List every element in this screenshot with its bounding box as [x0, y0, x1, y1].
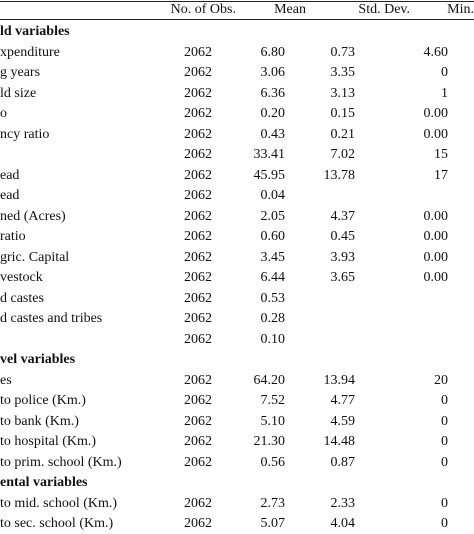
std-dev-cell: 14.48 — [323, 434, 355, 449]
section-header-row — [0, 350, 474, 370]
row-label: to prim. school (Km.) — [0, 454, 122, 470]
min-cell: 0.00 — [423, 270, 448, 285]
mean-cell: 6.36 — [260, 85, 285, 101]
row-label: ncy ratio — [0, 126, 50, 142]
mean-cell: 5.07 — [260, 516, 285, 531]
table-row — [0, 453, 474, 473]
min-cell: 17 — [434, 167, 448, 183]
min-cell: 15 — [434, 147, 448, 162]
row-label: ld size — [0, 85, 37, 101]
row-label: to sec. school (Km.) — [0, 516, 114, 531]
obs-cell: 2062 — [184, 167, 212, 183]
obs-cell: 2062 — [184, 270, 212, 285]
std-dev-cell: 4.77 — [330, 393, 355, 408]
table-row — [0, 371, 474, 391]
obs-cell: 2062 — [184, 188, 212, 203]
std-dev-cell: 4.04 — [330, 516, 355, 531]
min-cell: 0 — [441, 65, 448, 80]
obs-cell: 2062 — [184, 434, 212, 449]
table-row — [0, 145, 474, 165]
table-row — [0, 330, 474, 350]
mean-cell: 0.60 — [260, 229, 285, 244]
std-dev-cell: 0.45 — [330, 229, 355, 244]
min-cell: 0 — [441, 393, 448, 408]
table-row — [0, 391, 474, 411]
row-label: to mid. school (Km.) — [0, 495, 118, 511]
std-dev-cell: 3.65 — [330, 270, 355, 285]
mean-cell: 45.95 — [253, 167, 285, 183]
obs-cell: 2062 — [184, 208, 212, 224]
obs-cell: 2062 — [184, 65, 212, 80]
obs-cell: 2062 — [184, 454, 212, 470]
std-dev-cell: 3.93 — [330, 249, 355, 265]
mean-cell: 0.28 — [260, 311, 285, 326]
std-dev-cell: 3.35 — [330, 65, 355, 80]
mean-cell: 64.20 — [253, 372, 285, 388]
row-label: d castes and tribes — [0, 311, 103, 326]
mean-cell: 2.05 — [260, 208, 285, 224]
table-row — [0, 207, 474, 227]
mean-cell: 0.43 — [260, 126, 285, 142]
min-cell: 0 — [441, 516, 448, 531]
mean-cell: 3.45 — [260, 249, 285, 265]
obs-cell: 2062 — [184, 126, 212, 142]
obs-cell: 2062 — [184, 229, 212, 244]
table-row — [0, 84, 474, 104]
std-dev-cell: 0.21 — [330, 126, 355, 142]
header-min: Min. — [447, 2, 474, 17]
mean-cell: 0.04 — [260, 188, 285, 203]
mean-cell: 21.30 — [253, 434, 285, 449]
section-header-row — [0, 22, 474, 42]
row-label: to police (Km.) — [0, 393, 86, 408]
row-label: o — [0, 106, 7, 121]
std-dev-cell: 4.59 — [330, 413, 355, 429]
header-rule — [0, 19, 474, 20]
obs-cell: 2062 — [184, 290, 212, 306]
mean-cell: 5.10 — [260, 413, 285, 429]
min-cell: 0.00 — [423, 208, 448, 224]
table-row — [0, 104, 474, 124]
std-dev-cell: 13.94 — [323, 372, 355, 388]
obs-cell: 2062 — [184, 311, 212, 326]
row-label: ned (Acres) — [0, 208, 66, 224]
table-row — [0, 432, 474, 452]
std-dev-cell: 13.78 — [323, 167, 355, 183]
table-row — [0, 412, 474, 432]
table-row — [0, 268, 474, 288]
obs-cell: 2062 — [184, 372, 212, 388]
row-label: ratio — [0, 229, 26, 244]
obs-cell: 2062 — [184, 331, 212, 347]
row-label: es — [0, 372, 12, 388]
row-label: xpenditure — [0, 44, 60, 60]
obs-cell: 2062 — [184, 249, 212, 265]
row-label: vel variables — [0, 352, 76, 367]
min-cell: 0 — [441, 434, 448, 449]
min-cell: 0 — [441, 495, 448, 511]
row-label: ead — [0, 167, 20, 183]
row-label: to hospital (Km.) — [0, 434, 97, 449]
table-row — [0, 248, 474, 268]
obs-cell: 2062 — [184, 393, 212, 408]
min-cell: 0.00 — [423, 229, 448, 244]
row-label: d castes — [0, 290, 44, 306]
table-row — [0, 186, 474, 206]
mean-cell: 0.10 — [260, 331, 285, 347]
table-row — [0, 125, 474, 145]
std-dev-cell: 3.13 — [330, 85, 355, 101]
obs-cell: 2062 — [184, 85, 212, 101]
std-dev-cell: 4.37 — [330, 208, 355, 224]
min-cell: 4.60 — [423, 44, 448, 60]
table-row — [0, 43, 474, 63]
table-row — [0, 494, 474, 514]
row-label: vestock — [0, 270, 43, 285]
min-cell: 0.00 — [423, 106, 448, 121]
mean-cell: 7.52 — [260, 393, 285, 408]
mean-cell: 3.06 — [260, 65, 285, 80]
mean-cell: 0.56 — [260, 454, 285, 470]
table-row — [0, 166, 474, 186]
header-std-dev: Std. Dev. — [358, 2, 410, 17]
std-dev-cell: 2.33 — [330, 495, 355, 511]
table-row — [0, 227, 474, 247]
row-label: g years — [0, 65, 41, 80]
obs-cell: 2062 — [184, 516, 212, 531]
min-cell: 20 — [434, 372, 448, 388]
mean-cell: 0.53 — [260, 290, 285, 306]
row-label: ead — [0, 188, 20, 203]
mean-cell: 6.80 — [260, 44, 285, 60]
header-mean: Mean — [274, 2, 306, 17]
obs-cell: 2062 — [184, 413, 212, 429]
obs-cell: 2062 — [184, 147, 212, 162]
mean-cell: 33.41 — [253, 147, 285, 162]
std-dev-cell: 0.15 — [330, 106, 355, 121]
min-cell: 0 — [441, 454, 448, 470]
obs-cell: 2062 — [184, 495, 212, 511]
row-label: gric. Capital — [0, 249, 70, 265]
row-label: to bank (Km.) — [0, 413, 79, 429]
table-row — [0, 309, 474, 329]
section-header-row — [0, 473, 474, 493]
obs-cell: 2062 — [184, 106, 212, 121]
min-cell: 0.00 — [423, 126, 448, 142]
min-cell: 0.00 — [423, 249, 448, 265]
std-dev-cell: 0.87 — [330, 454, 355, 470]
row-label: ld variables — [0, 24, 70, 39]
table-row — [0, 514, 474, 534]
row-label: ental variables — [0, 475, 88, 490]
std-dev-cell: 0.73 — [330, 44, 355, 60]
mean-cell: 6.44 — [260, 270, 285, 285]
obs-cell: 2062 — [184, 44, 212, 60]
min-cell: 0 — [441, 413, 448, 429]
mean-cell: 0.20 — [260, 106, 285, 121]
table-row — [0, 289, 474, 309]
table-row — [0, 63, 474, 83]
header-no-of-obs: No. of Obs. — [170, 2, 236, 17]
min-cell: 1 — [441, 85, 448, 101]
std-dev-cell: 7.02 — [330, 147, 355, 162]
mean-cell: 2.73 — [260, 495, 285, 511]
